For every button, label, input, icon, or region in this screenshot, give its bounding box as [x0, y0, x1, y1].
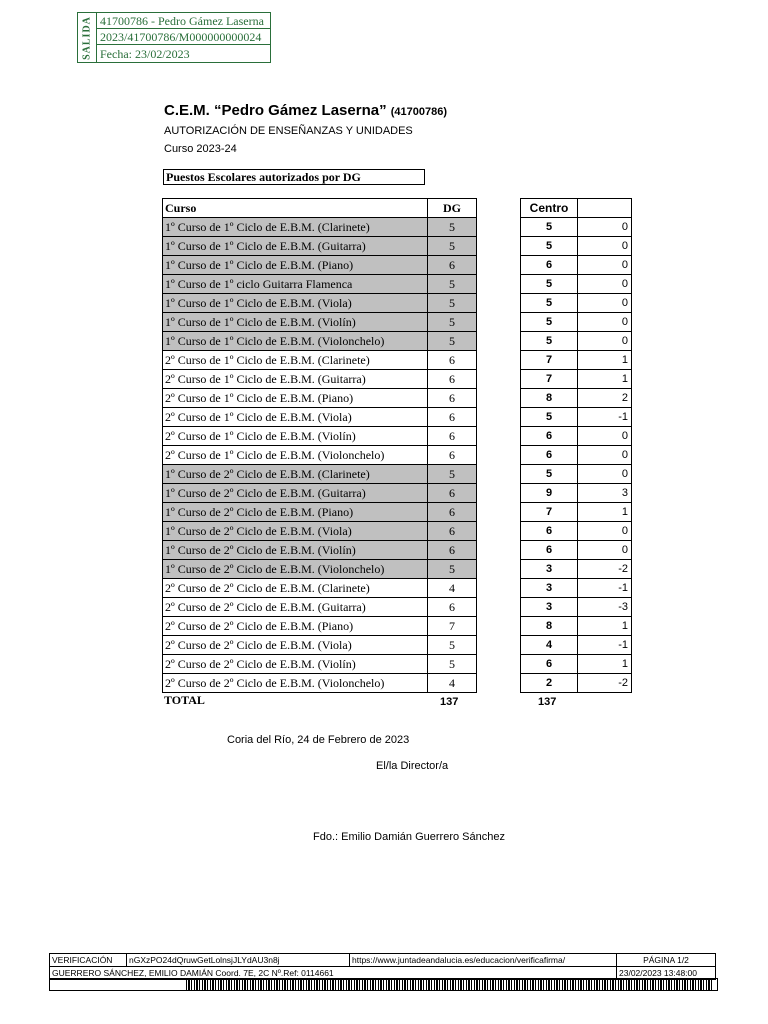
column-header-curso: Curso	[163, 199, 428, 218]
centro-value-cell: 5	[521, 408, 578, 427]
centro-row	[521, 579, 632, 598]
centro-row	[521, 218, 632, 237]
table-row	[163, 541, 477, 560]
course-name-cell: 1º Curso de 1º Ciclo de E.B.M. (Violín)	[163, 313, 428, 332]
table-row	[163, 655, 477, 674]
dg-value-cell: 5	[428, 560, 477, 579]
dg-value-cell: 5	[428, 655, 477, 674]
centro-value-cell: 5	[521, 332, 578, 351]
dg-value-cell: 6	[428, 389, 477, 408]
course-name-cell: 2º Curso de 2º Ciclo de E.B.M. (Clarinete)	[163, 579, 428, 598]
course-name-cell: 2º Curso de 2º Ciclo de E.B.M. (Guitarra)	[163, 598, 428, 617]
dg-value-cell: 5	[428, 237, 477, 256]
director-role: El/la Director/a	[376, 760, 449, 772]
centro-value-cell: 5	[521, 237, 578, 256]
dg-value-cell: 6	[428, 427, 477, 446]
difference-cell: 0	[578, 237, 632, 256]
dg-value-cell: 6	[428, 446, 477, 465]
academic-year: Curso 2023-24	[164, 143, 237, 155]
difference-cell: 0	[578, 522, 632, 541]
dg-value-cell: 6	[428, 522, 477, 541]
difference-cell: -2	[578, 674, 632, 693]
course-name-cell: 1º Curso de 2º Ciclo de E.B.M. (Piano)	[163, 503, 428, 522]
dg-value-cell: 4	[428, 579, 477, 598]
table-row	[163, 275, 477, 294]
table-row	[163, 408, 477, 427]
centro-row	[521, 617, 632, 636]
centro-value-cell: 3	[521, 598, 578, 617]
table-row	[163, 598, 477, 617]
table-header-row	[163, 199, 477, 218]
table-row	[163, 370, 477, 389]
table-row	[163, 446, 477, 465]
centro-value-cell: 3	[521, 560, 578, 579]
centro-value-cell: 9	[521, 484, 578, 503]
course-name-cell: 2º Curso de 1º Ciclo de E.B.M. (Viola)	[163, 408, 428, 427]
stamp-line-center: 41700786 - Pedro Gámez Laserna	[97, 13, 270, 29]
centro-row	[521, 465, 632, 484]
table-row	[163, 294, 477, 313]
total-dg: 137	[440, 696, 459, 708]
centro-row	[521, 256, 632, 275]
title-code: (41700786)	[390, 106, 448, 118]
course-name-cell: 1º Curso de 2º Ciclo de E.B.M. (Violín)	[163, 541, 428, 560]
difference-cell: 1	[578, 370, 632, 389]
dg-value-cell: 6	[428, 408, 477, 427]
centro-row	[521, 446, 632, 465]
table-row	[163, 636, 477, 655]
centro-value-cell: 2	[521, 674, 578, 693]
course-name-cell: 2º Curso de 1º Ciclo de E.B.M. (Clarinete)	[163, 351, 428, 370]
course-name-cell: 2º Curso de 2º Ciclo de E.B.M. (Piano)	[163, 617, 428, 636]
course-name-cell: 1º Curso de 2º Ciclo de E.B.M. (Viola)	[163, 522, 428, 541]
centro-row	[521, 332, 632, 351]
place-date: Coria del Río, 24 de Febrero de 2023	[227, 734, 410, 746]
dg-value-cell: 6	[428, 256, 477, 275]
difference-cell: 0	[578, 294, 632, 313]
difference-cell: 3	[578, 484, 632, 503]
verification-code: nGXzPO24dQruwGetLolnsjJLYdAU3n8j	[127, 954, 350, 967]
centro-row	[521, 313, 632, 332]
centro-value-cell: 6	[521, 446, 578, 465]
centro-row	[521, 351, 632, 370]
difference-cell: 0	[578, 332, 632, 351]
title-text: C.E.M. “Pedro Gámez Laserna”	[164, 102, 387, 119]
course-name-cell: 2º Curso de 1º Ciclo de E.B.M. (Violín)	[163, 427, 428, 446]
centro-row	[521, 560, 632, 579]
centro-value-cell: 5	[521, 275, 578, 294]
difference-cell: 0	[578, 256, 632, 275]
centro-value-cell: 6	[521, 655, 578, 674]
course-name-cell: 2º Curso de 2º Ciclo de E.B.M. (Viola)	[163, 636, 428, 655]
verification-label: VERIFICACIÓN	[50, 954, 127, 967]
dg-value-cell: 5	[428, 465, 477, 484]
table-row	[163, 237, 477, 256]
centro-table	[520, 198, 632, 693]
table-row	[163, 465, 477, 484]
dg-value-cell: 5	[428, 313, 477, 332]
centro-value-cell: 5	[521, 218, 578, 237]
table-row	[163, 522, 477, 541]
course-name-cell: 2º Curso de 2º Ciclo de E.B.M. (Violonchelo)	[163, 674, 428, 693]
centro-row	[521, 503, 632, 522]
course-name-cell: 1º Curso de 2º Ciclo de E.B.M. (Clarinete)	[163, 465, 428, 484]
signer-name: Fdo.: Emilio Damián Guerrero Sánchez	[313, 831, 505, 843]
dg-value-cell: 5	[428, 636, 477, 655]
table-row	[163, 427, 477, 446]
signature-datetime: 23/02/2023 13:48:00	[617, 967, 716, 980]
centro-value-cell: 4	[521, 636, 578, 655]
verification-footer	[49, 953, 716, 980]
centro-value-cell: 5	[521, 313, 578, 332]
centro-value-cell: 8	[521, 389, 578, 408]
centro-value-cell: 5	[521, 294, 578, 313]
difference-cell: -3	[578, 598, 632, 617]
table-row	[163, 484, 477, 503]
dg-value-cell: 6	[428, 484, 477, 503]
centro-value-cell: 6	[521, 256, 578, 275]
centro-row	[521, 598, 632, 617]
dg-value-cell: 6	[428, 598, 477, 617]
centro-value-cell: 7	[521, 351, 578, 370]
course-name-cell: 1º Curso de 1º Ciclo de E.B.M. (Guitarra)	[163, 237, 428, 256]
centro-row	[521, 674, 632, 693]
difference-cell: 0	[578, 446, 632, 465]
stamp-line-reference: 2023/41700786/M000000000024	[97, 29, 270, 45]
centro-row	[521, 541, 632, 560]
centro-row	[521, 522, 632, 541]
centro-header-row	[521, 199, 632, 218]
dg-value-cell: 5	[428, 294, 477, 313]
signer-certificate: GUERRERO SÁNCHEZ, EMILIO DAMIÁN Coord. 7E, 2C Nº.Ref: 0114661	[50, 967, 617, 980]
centro-value-cell: 6	[521, 427, 578, 446]
table-row	[163, 218, 477, 237]
stamp-side-label: SALIDA	[78, 13, 97, 62]
table-row	[163, 617, 477, 636]
centro-row	[521, 655, 632, 674]
difference-cell: -1	[578, 408, 632, 427]
centro-row	[521, 408, 632, 427]
centro-value-cell: 8	[521, 617, 578, 636]
dg-value-cell: 5	[428, 275, 477, 294]
dg-value-cell: 6	[428, 541, 477, 560]
courses-table	[162, 198, 477, 693]
dg-value-cell: 7	[428, 617, 477, 636]
course-name-cell: 1º Curso de 2º Ciclo de E.B.M. (Guitarra)	[163, 484, 428, 503]
course-name-cell: 2º Curso de 2º Ciclo de E.B.M. (Violín)	[163, 655, 428, 674]
column-header-centro: Centro	[521, 199, 578, 218]
centro-row	[521, 636, 632, 655]
centro-row	[521, 237, 632, 256]
difference-cell: 1	[578, 617, 632, 636]
table-row	[163, 313, 477, 332]
registry-stamp	[77, 12, 271, 63]
difference-cell: 0	[578, 427, 632, 446]
difference-cell: -1	[578, 579, 632, 598]
course-name-cell: 2º Curso de 1º Ciclo de E.B.M. (Violonchelo)	[163, 446, 428, 465]
document-title	[164, 102, 447, 119]
centro-value-cell: 6	[521, 522, 578, 541]
page-number: PÁGINA 1/2	[617, 954, 716, 967]
course-name-cell: 1º Curso de 1º Ciclo de E.B.M. (Piano)	[163, 256, 428, 275]
dg-value-cell: 6	[428, 503, 477, 522]
difference-cell: 1	[578, 351, 632, 370]
course-name-cell: 2º Curso de 1º Ciclo de E.B.M. (Guitarra)	[163, 370, 428, 389]
dg-value-cell: 6	[428, 351, 477, 370]
document-subtitle: AUTORIZACIÓN DE ENSEÑANZAS Y UNIDADES	[164, 125, 413, 137]
course-name-cell: 1º Curso de 1º Ciclo de E.B.M. (Clarinete)	[163, 218, 428, 237]
centro-value-cell: 7	[521, 503, 578, 522]
table-row	[163, 674, 477, 693]
total-label: TOTAL	[164, 693, 205, 707]
course-name-cell: 1º Curso de 1º Ciclo de E.B.M. (Viola)	[163, 294, 428, 313]
course-name-cell: 2º Curso de 1º Ciclo de E.B.M. (Piano)	[163, 389, 428, 408]
section-heading: Puestos Escolares autorizados por DG	[163, 169, 425, 185]
dg-value-cell: 5	[428, 218, 477, 237]
difference-cell: 1	[578, 503, 632, 522]
centro-value-cell: 6	[521, 541, 578, 560]
dg-value-cell: 4	[428, 674, 477, 693]
dg-value-cell: 5	[428, 332, 477, 351]
difference-cell: 0	[578, 541, 632, 560]
barcode	[186, 980, 714, 990]
table-row	[163, 256, 477, 275]
centro-row	[521, 294, 632, 313]
verification-url[interactable]: https://www.juntadeandalucia.es/educacion/verificafirma/	[350, 954, 617, 967]
course-name-cell: 1º Curso de 2º Ciclo de E.B.M. (Violonchelo)	[163, 560, 428, 579]
table-row	[163, 351, 477, 370]
difference-cell: 0	[578, 275, 632, 294]
difference-cell: -1	[578, 636, 632, 655]
column-header-dg: DG	[428, 199, 477, 218]
centro-value-cell: 7	[521, 370, 578, 389]
dg-value-cell: 6	[428, 370, 477, 389]
table-row	[163, 560, 477, 579]
table-row	[163, 579, 477, 598]
table-row	[163, 503, 477, 522]
difference-cell: 2	[578, 389, 632, 408]
course-name-cell: 1º Curso de 1º ciclo Guitarra Flamenca	[163, 275, 428, 294]
centro-row	[521, 427, 632, 446]
centro-value-cell: 5	[521, 465, 578, 484]
centro-value-cell: 3	[521, 579, 578, 598]
centro-row	[521, 484, 632, 503]
stamp-line-date: Fecha: 23/02/2023	[100, 47, 190, 61]
centro-row	[521, 370, 632, 389]
difference-cell: 0	[578, 465, 632, 484]
total-centro: 137	[538, 696, 557, 708]
centro-row	[521, 275, 632, 294]
table-row	[163, 389, 477, 408]
difference-cell: -2	[578, 560, 632, 579]
footer-row-verification	[50, 954, 716, 967]
course-name-cell: 1º Curso de 1º Ciclo de E.B.M. (Violonchelo)	[163, 332, 428, 351]
difference-cell: 0	[578, 313, 632, 332]
column-header-diff	[578, 199, 632, 218]
table-row	[163, 332, 477, 351]
centro-row	[521, 389, 632, 408]
difference-cell: 0	[578, 218, 632, 237]
difference-cell: 1	[578, 655, 632, 674]
